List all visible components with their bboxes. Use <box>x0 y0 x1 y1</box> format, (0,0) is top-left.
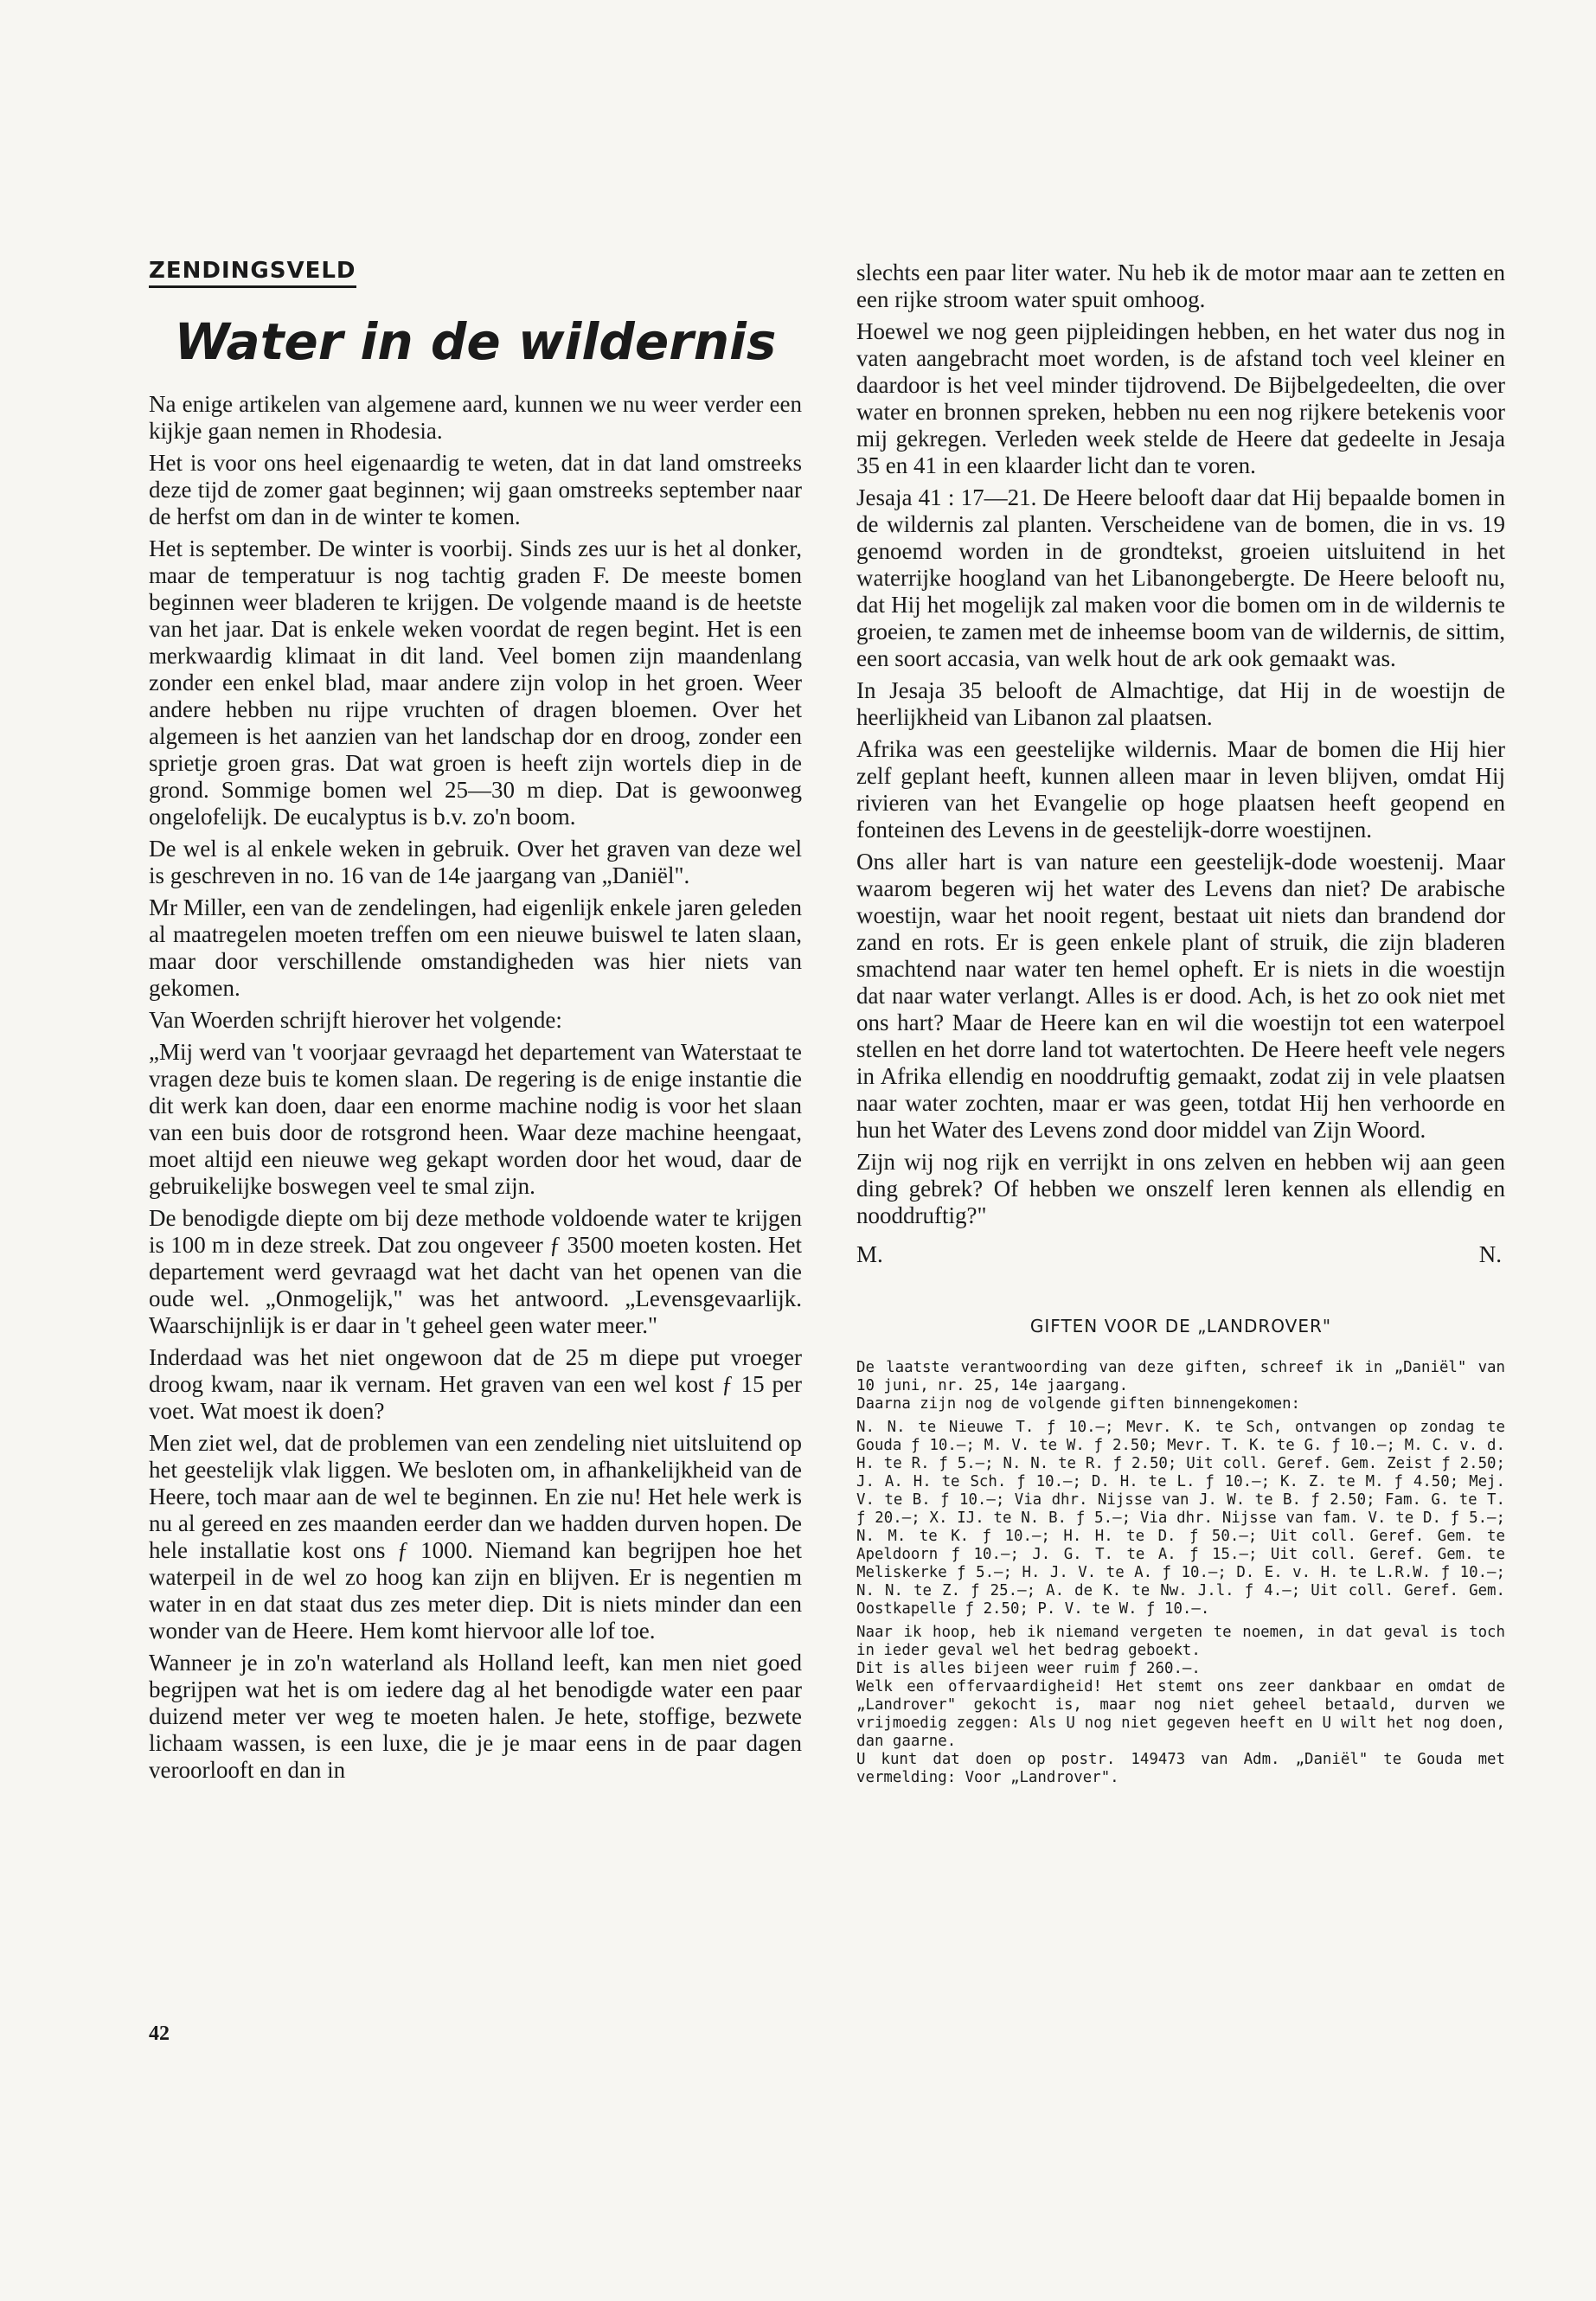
paragraph: Van Woerden schrijft hierover het volgende: <box>149 1007 562 1033</box>
gifts-paragraph: Daarna zijn nog de volgende giften binnengekomen: <box>856 1395 1301 1413</box>
paragraph: Ons aller hart is van nature een geestelijk-dode woestenij. Maar waarom begeren wij het water des Levens dan niet? De arabische woestijn, waar het nooit regent, bestaat uit niets dan brandend dor zand en rots. Er is geen enkele plant of struik, die zijn bladeren smachtend naar water ten hemel opheft. Er is niets in die woestijn dat naar water verlangt. Alles is er dood. Ach, is het zo ook niet met ons hart? Maar de Heere kan en wil die woestijn tot een waterpoel stellen en het dorre land tot watertochten. De Heere heeft vele negers in Afrika ellendig en nooddruftig gemaakt, zodat zij in vele plaatsen naar water zochten, maar er was geen, totdat Hij hen verhoorde en hun het Water des Levens zond door middel van Zijn Woord. <box>856 849 1505 1143</box>
paragraph: Zijn wij nog rijk en verrijkt in ons zelven en hebben wij aan geen ding gebrek? Of hebben we onszelf leren kennen als ellendig en nooddruftig?" <box>856 1149 1505 1228</box>
signature-initial-left: M. <box>856 1241 883 1267</box>
gifts-paragraph: Dit is alles bijeen weer ruim ƒ 260.—. <box>856 1660 1201 1677</box>
paragraph: Na enige artikelen van algemene aard, kunnen we nu weer verder een kijkje gaan nemen in Rhodesia. <box>149 391 802 444</box>
paragraph: De benodigde diepte om bij deze methode voldoende water te krijgen is 100 m in deze streek. Dat zou ongeveer ƒ 3500 moeten kosten. Het departement werd gevraagd wat het dacht van het openen van die oude wel. „Onmogelijk," was het antwoord. „Levensgevaarlijk. Waarschijnlijk is er daar in 't geheel geen water meer." <box>149 1205 802 1338</box>
paragraph: „Mij werd van 't voorjaar gevraagd het departement van Waterstaat te vragen deze buis te komen slaan. De regering is de enige instantie die dit werk kan doen, daar een enorme machine nodig is voor het slaan van een buis door de rotsgrond heen. Waar deze machine heengaat, moet altijd een nieuwe weg gekapt worden door het woud, daar de gebruikelijke boswegen veel te smal zijn. <box>149 1039 802 1199</box>
paragraph: In Jesaja 35 belooft de Almachtige, dat Hij in de woestijn de heerlijkheid van Libanon zal plaatsen. <box>856 677 1505 730</box>
paragraph: Afrika was een geestelijke wildernis. Maar de bomen die Hij hier zelf geplant heeft, kunnen alleen maar in leven blijven, omdat Hij rivieren van het Evangelie op hoge plaatsen heeft geopend en fonteinen des Levens in de geestelijk-dorre woestijnen. <box>856 736 1505 843</box>
paragraph: Wanneer je in zo'n waterland als Holland leeft, kan men niet goed begrijpen wat het is om iedere dag al het benodigde water een paar duizend meter ver weg te moeten halen. Je hete, stoffige, bezwete lichaam wassen, is een luxe, die je je maar eens in de paar dagen veroorlooft en dan in <box>149 1650 802 1783</box>
signature <box>856 1241 1505 1268</box>
paragraph: Het is voor ons heel eigenaardig te weten, dat in dat land omstreeks deze tijd de zomer gaat beginnen; wij gaan omstreeks september naar de herfst om dan in de winter te komen. <box>149 450 802 529</box>
paragraph: Inderdaad was het niet ongewoon dat de 25 m diepe put vroeger droog kwam, naar ik vernam. Het graven van een wel kost ƒ 15 per voet. Wat moest ik doen? <box>149 1344 802 1424</box>
page-number: 42 <box>149 2022 170 2045</box>
paragraph: Hoewel we nog geen pijpleidingen hebben, en het water dus nog in vaten aangebracht moet worden, is de afstand toch veel kleiner en daardoor is het veel minder tijdrovend. De Bijbelgedeelten, die over water en bronnen spreken, hebben nu een nog rijkere betekenis voor mij gekregen. Verleden week stelde de Heere dat gedeelte in Jesaja 35 en 41 in een klaarder licht dan te voren. <box>856 318 1505 478</box>
gifts-list: N. N. te Nieuwe T. ƒ 10.—; Mevr. K. te Sch, ontvangen op zondag te Gouda ƒ 10.—; M. V. te W. ƒ 2.50; Mevr. T. K. te G. ƒ 10.—; M. C. v. d. H. te R. ƒ 5.—; N. N. te R. ƒ 2.50; Uit coll. Geref. Gem. Zeist ƒ 2.50; J. A. H. te Sch. ƒ 10.—; D. H. te L. ƒ 10.—; K. Z. te M. ƒ 4.50; Mej. V. te B. ƒ 10.—; Via dhr. Nijsse van J. W. te B. ƒ 2.50; Fam. G. te T. ƒ 20.—; X. IJ. te N. B. ƒ 5.—; Via dhr. Nijsse van fam. V. te D. ƒ 5.—; N. M. te K. ƒ 10.—; H. H. te D. ƒ 50.—; Uit coll. Geref. Gem. te Apeldoorn ƒ 10.—; J. G. T. te A. ƒ 15.—; Uit coll. Geref. Gem. te Meliskerke ƒ 5.—; H. J. V. te A. ƒ 10.—; D. E. v. H. te L.R.W. ƒ 10.—; N. N. te Z. ƒ 25.—; A. de K. te Nw. J.l. ƒ 4.—; Uit coll. Geref. Gem. Oostkapelle ƒ 2.50; P. V. te W. ƒ 10.—. <box>856 1419 1505 1618</box>
paragraph: Het is september. De winter is voorbij. Sinds zes uur is het al donker, maar de temperatuur is nog tachtig graden F. De meeste bomen beginnen weer bladeren te krijgen. De volgende maand is de heetste van het jaar. Dat is enkele weken voordat de regen begint. Het is een merkwaardig klimaat in dit land. Veel bomen zijn maandenlang zonder een enkel blad, maar andere zijn volop in het groen. Weer andere hebben nu rijpe vruchten of dragen bloemen. Over het algemeen is het aanzien van het landschap dor en droog, zonder een sprietje groen gras. Dat wat groen is heeft zijn wortels diep in de grond. Sommige bomen wel 25—30 m diep. Dat is gewoonweg ongelofelijk. De eucalyptus is b.v. zo'n boom. <box>149 535 802 830</box>
article-title: Water in de wildernis <box>174 312 777 371</box>
gifts-paragraph: Naar ik hoop, heb ik niemand vergeten te noemen, in dat geval is toch in ieder geval wel het bedrag geboekt. <box>856 1624 1505 1659</box>
right-column <box>856 260 1505 1792</box>
gifts-paragraph: U kunt dat doen op postr. 149473 van Adm. „Daniël" te Gouda met vermelding: Voor „Landrover". <box>856 1751 1505 1786</box>
section-label: ZENDINGSVELD <box>149 258 356 288</box>
gifts-paragraph: Welk een offervaardigheid! Het stemt ons zeer dankbaar en omdat de „Landrover" gekocht is, maar nog niet geheel betaald, durven we vrijmoedig zeggen: Als U nog niet gegeven heeft en U wilt het nog doen, dan gaarne. <box>856 1678 1505 1750</box>
paragraph: De wel is al enkele weken in gebruik. Over het graven van deze wel is geschreven in no. 16 van de 14e jaargang van „Daniël". <box>149 836 802 888</box>
gifts-paragraph: De laatste verantwoording van deze giften, schreef ik in „Daniël" van 10 juni, nr. 25, 14e jaargang. <box>856 1359 1505 1394</box>
left-column <box>149 391 802 1789</box>
signature-initial-right: N. <box>1478 1241 1502 1267</box>
paragraph: Jesaja 41 : 17—21. De Heere belooft daar dat Hij bepaalde bomen in de wildernis zal planten. Verscheidene van de bomen, die in vs. 19 genoemd worden in de grondtekst, groeien uitsluitend in het waterrijke hoogland van het Libanongebergte. De Heere belooft nu, dat Hij het mogelijk zal maken voor die bomen om in de wildernis te groeien, te zamen met de inheemse boom van de wildernis, de sittim, een soort accasia, van welk hout de ark ook gemaakt was. <box>856 484 1505 671</box>
gifts-section <box>856 1359 1505 1787</box>
gifts-heading: GIFTEN VOOR DE „LANDROVER" <box>1029 1316 1332 1336</box>
paragraph: Men ziet wel, dat de problemen van een zendeling niet uitsluitend op het geestelijk vlak liggen. We besloten om, in afhankelijkheid van de Heere, toch maar aan de wel te beginnen. En zie nu! Het hele werk is nu al gereed en zes maanden eerder dan we hadden durven hopen. De hele installatie kost ons ƒ 1000. Niemand kan begrijpen hoe het waterpeil in de wel zo hoog kan zijn en blijven. Er is negentien m water in en dat staat dus zes meter diep. Dit is niets minder dan een wonder van de Heere. Hem komt hiervoor alle lof toe. <box>149 1430 802 1644</box>
paragraph: Mr Miller, een van de zendelingen, had eigenlijk enkele jaren geleden al maatregelen moeten treffen om een nieuwe buiswel te laten slaan, maar door verschillende omstandigheden was hier niets van gekomen. <box>149 894 802 1001</box>
paragraph: slechts een paar liter water. Nu heb ik de motor maar aan te zetten en een rijke stroom water spuit omhoog. <box>856 260 1505 312</box>
